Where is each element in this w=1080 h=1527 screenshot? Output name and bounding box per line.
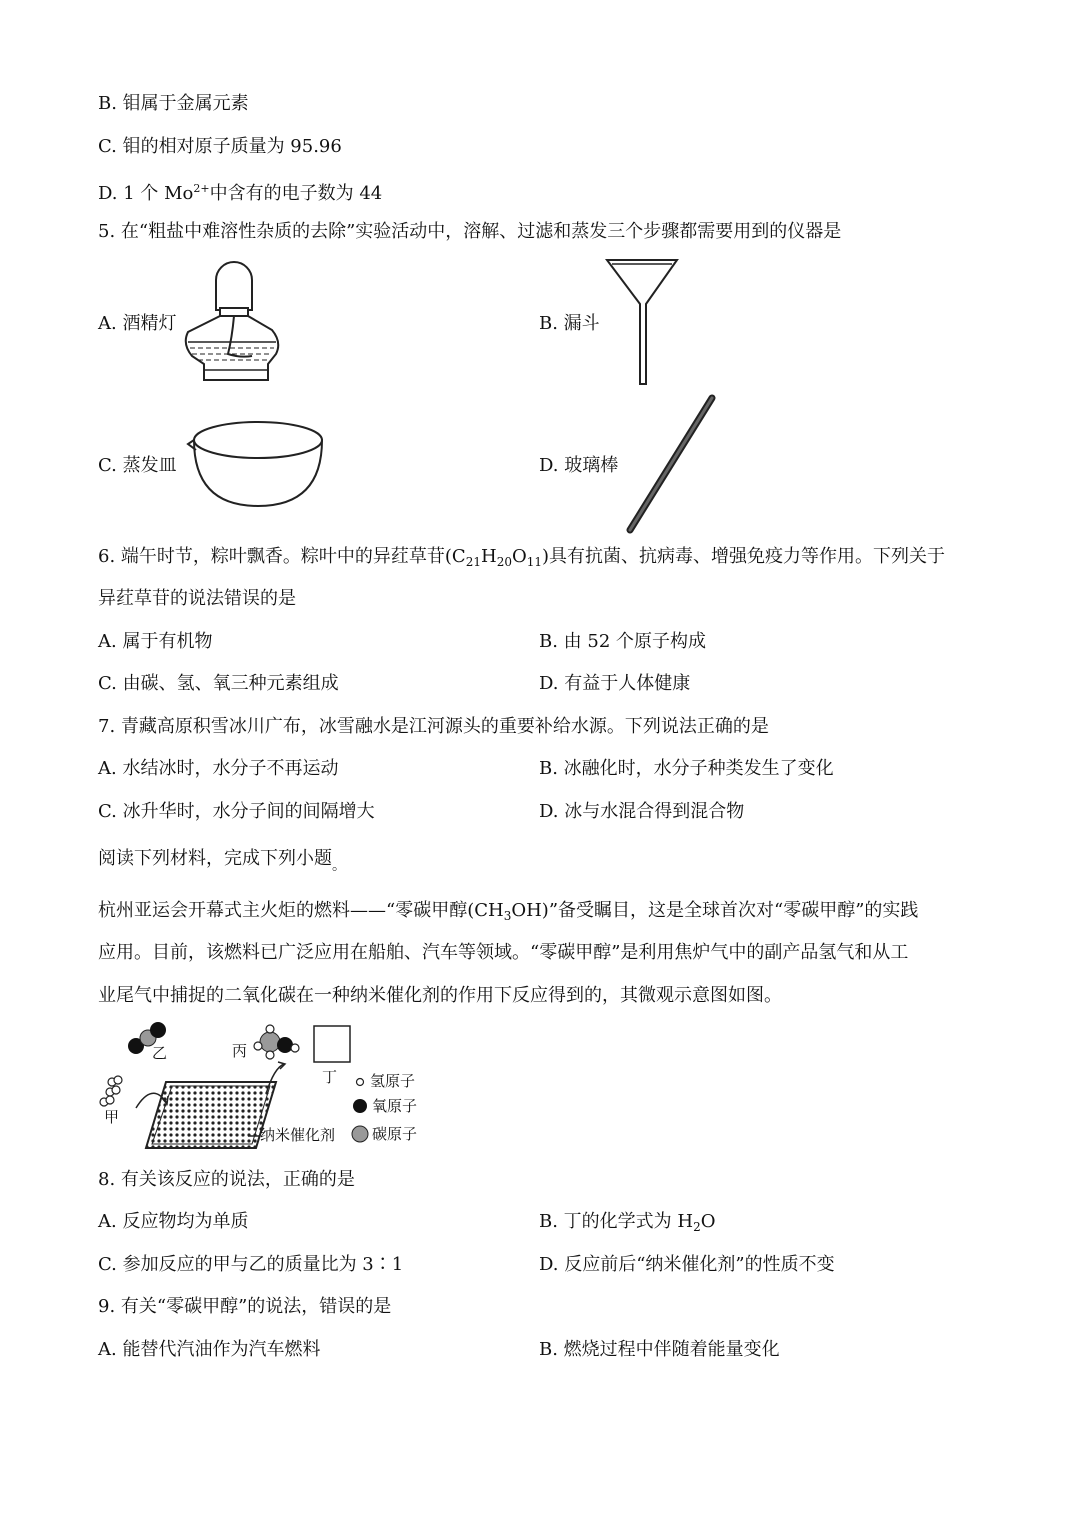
q6-option-b: B. 由 52 个原子构成 [539,631,707,652]
q8-stem: 8. 有关该反应的说法，正确的是 [98,1169,355,1190]
q5-option-a: A. 酒精灯 [98,313,177,334]
q4-option-c: C. 钼的相对原子质量为 95.96 [98,136,342,157]
q6-stem-line1: 6. 端午时节，粽叶飘香。粽叶中的异荭草苷$(C_{21}H_{20}O_{11})$具有抗菌、抗病毒、增强免疫力等作用。下列关于 [98,546,946,569]
q8-option-a: A. 反应物均为单质 [98,1211,249,1232]
q4-option-d: D. 1 个 $Mo^{2+}$中含有的电子数为 44 [98,182,383,204]
q9-option-b: B. 燃烧过程中伴随着能量变化 [539,1339,780,1360]
q7-option-a: A. 水结冰时，水分子不再运动 [98,758,339,779]
alcohol-lamp-image [180,258,280,386]
q6-option-d: D. 有益于人体健康 [539,673,691,694]
q8-option-c: C. 参加反应的甲与乙的质量比为 3∶1 [98,1254,404,1275]
q5-option-c: C. 蒸发皿 [98,455,177,476]
label-ding: 丁 [322,1068,338,1086]
q5-option-d: D. 玻璃棒 [539,455,619,476]
q7-option-d: D. 冰与水混合得到混合物 [539,801,745,822]
label-bing: 丙 [232,1042,248,1060]
label-catalyst: 纳米催化剂 [260,1126,336,1144]
material-paragraph-line3: 业尾气中捕捉的二氧化碳在一种纳米催化剂的作用下反应得到的，其微观示意图如图。 [98,985,782,1006]
q8-option-b: B. 丁的化学式为 $H_2O$ [539,1211,716,1234]
reaction-diagram [96,1018,426,1158]
evaporating-dish-image [186,414,330,514]
funnel-image [604,256,680,388]
material-paragraph-line1: 杭州亚运会开幕式主火炬的燃料——“零碳甲醇$(CH_3OH)$”备受瞩目，这是全球首次对“零碳甲醇”的实践 [98,900,919,923]
q7-option-c: C. 冰升华时，水分子间的间隔增大 [98,801,375,822]
legend-hydrogen: 氢原子 [370,1072,416,1090]
q5-option-b: B. 漏斗 [539,313,600,334]
label-jia: 甲 [104,1108,120,1126]
material-paragraph-line2: 应用。目前，该燃料已广泛应用在船舶、汽车等领域。“零碳甲醇”是利用焦炉气中的副产品氢气和从工 [98,942,909,963]
q9-stem: 9. 有关“零碳甲醇”的说法，错误的是 [98,1296,392,1317]
glass-rod-image [620,392,720,536]
q7-option-b: B. 冰融化时，水分子种类发生了变化 [539,758,834,779]
label-yi: 乙 [152,1044,168,1062]
legend-oxygen: 氧原子 [372,1097,418,1115]
legend-carbon: 碳原子 [372,1125,418,1143]
q6-option-c: C. 由碳、氢、氧三种元素组成 [98,673,339,694]
q9-option-a: A. 能替代汽油作为汽车燃料 [98,1339,321,1360]
q6-stem-line2: 异荭草苷的说法错误的是 [98,588,296,609]
q8-option-d: D. 反应前后“纳米催化剂”的性质不变 [539,1254,835,1275]
q6-option-a: A. 属于有机物 [98,631,213,652]
q7-stem: 7. 青藏高原积雪冰川广布，冰雪融水是江河源头的重要补给水源。下列说法正确的是 [98,716,769,737]
material-intro: 阅读下列材料，完成下列小题$_。$ [98,848,346,874]
q5-stem: 5. 在“粗盐中难溶性杂质的去除”实验活动中，溶解、过滤和蒸发三个步骤都需要用到的仪器是 [98,221,842,242]
q4-option-b: B. 钼属于金属元素 [98,93,249,114]
